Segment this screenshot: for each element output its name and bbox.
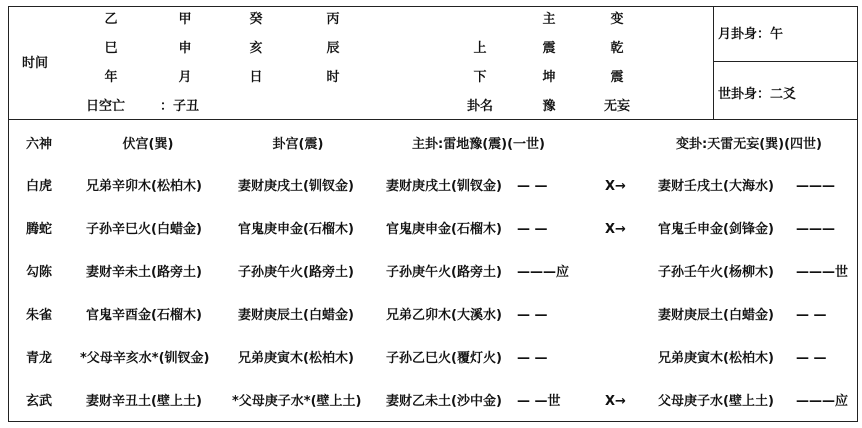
row-changed: 子孙壬午火(杨柳木) xyxy=(658,265,774,280)
row-palace: 子孙庚午火(路旁土) xyxy=(238,265,354,280)
row-main-line: — — xyxy=(517,222,548,237)
month-body: 月卦身：午 xyxy=(718,27,784,42)
col-hidden: 伏宫(巽) xyxy=(122,137,174,152)
row-changed-line: ———世 xyxy=(796,265,849,280)
row-changed: 妻财庚辰土(白蜡金) xyxy=(658,308,774,323)
row-main: 妻财乙未土(沙中金) xyxy=(386,394,502,409)
row-main: 子孙庚午火(路旁土) xyxy=(386,265,502,280)
row-palace: *父母庚子水*(壁上土) xyxy=(232,394,362,409)
row-palace: 妻财庚辰土(白蜡金) xyxy=(238,308,354,323)
col-changed: 变卦:天雷无妄(巽)(四世) xyxy=(676,137,822,152)
row-changed: 父母庚子水(壁上土) xyxy=(658,394,774,409)
col-spirit: 六神 xyxy=(26,137,53,152)
changed-upper-trigram: 乾 xyxy=(610,41,624,56)
trigram-label-upper: 上 xyxy=(473,41,487,56)
row-hidden: 妻财辛未土(路旁土) xyxy=(86,265,202,280)
row-spirit: 青龙 xyxy=(26,351,53,366)
row-spirit: 勾陈 xyxy=(26,265,53,280)
row-spirit: 朱雀 xyxy=(26,308,53,323)
row-spirit: 白虎 xyxy=(26,179,53,194)
row-changed-line: ———应 xyxy=(796,394,849,409)
row-palace: 妻财庚戌土(钏钗金) xyxy=(238,179,354,194)
month-label: 月 xyxy=(178,70,192,85)
row-changed: 兄弟庚寅木(松柏木) xyxy=(658,351,774,366)
row-main-line: — — xyxy=(517,179,548,194)
header-divider xyxy=(9,119,857,120)
row-palace: 兄弟庚寅木(松柏木) xyxy=(238,351,354,366)
year-stem: 乙 xyxy=(104,12,118,27)
year-label: 年 xyxy=(104,70,118,85)
main-trigram-header: 主 xyxy=(542,12,556,27)
day-stem: 癸 xyxy=(249,12,263,27)
row-main-line: ———应 xyxy=(517,265,570,280)
row-palace: 官鬼庚申金(石榴木) xyxy=(238,222,354,237)
month-branch: 申 xyxy=(178,41,192,56)
world-body: 世卦身：二爻 xyxy=(718,87,797,102)
month-stem: 甲 xyxy=(178,12,192,27)
row-hidden: 兄弟辛卯木(松柏木) xyxy=(86,179,202,194)
main-lower-trigram: 坤 xyxy=(542,70,556,85)
main-hexagram-name: 豫 xyxy=(542,99,556,114)
row-spirit: 玄武 xyxy=(26,394,53,409)
row-main: 兄弟乙卯木(大溪水) xyxy=(386,308,502,323)
row-hidden: 官鬼辛酉金(石榴木) xyxy=(86,308,202,323)
time-label: 时间 xyxy=(22,56,49,71)
row-hidden: 妻财辛丑土(壁上土) xyxy=(86,394,202,409)
hour-stem: 丙 xyxy=(326,12,340,27)
day-branch: 亥 xyxy=(249,41,263,56)
row-main: 妻财庚戌土(钏钗金) xyxy=(386,179,502,194)
day-label: 日 xyxy=(249,70,263,85)
year-branch: 巳 xyxy=(104,41,118,56)
row-changed: 官鬼壬申金(剑锋金) xyxy=(658,222,774,237)
row-changed-line: ——— xyxy=(796,179,835,194)
row-main: 官鬼庚申金(石榴木) xyxy=(386,222,502,237)
row-changed: 妻财壬戌土(大海水) xyxy=(658,179,774,194)
changed-trigram-header: 变 xyxy=(610,12,624,27)
row-changed-line: — — xyxy=(796,308,827,323)
trigram-label-lower: 下 xyxy=(473,70,487,85)
row-main-line: — —世 xyxy=(517,394,561,409)
col-palace: 卦宫(震) xyxy=(272,137,324,152)
row-move: X→ xyxy=(605,394,626,409)
void-value: ：子丑 xyxy=(160,99,200,114)
right-box-middle-divider xyxy=(713,61,857,62)
row-move: X→ xyxy=(605,179,626,194)
row-spirit: 腾蛇 xyxy=(26,222,53,237)
row-move: X→ xyxy=(605,222,626,237)
row-hidden: *父母辛亥水*(钏钗金) xyxy=(80,351,210,366)
hour-branch: 辰 xyxy=(326,41,340,56)
col-main: 主卦:雷地豫(震)(一世) xyxy=(412,137,545,152)
row-hidden: 子孙辛巳火(白蜡金) xyxy=(86,222,202,237)
trigram-label-name: 卦名 xyxy=(466,99,494,114)
row-changed-line: — — xyxy=(796,351,827,366)
row-main: 子孙乙巳火(覆灯火) xyxy=(386,351,502,366)
right-box-divider xyxy=(713,7,714,119)
row-changed-line: ——— xyxy=(796,222,835,237)
changed-hexagram-name: 无妄 xyxy=(603,99,631,114)
void-label: 日空亡 xyxy=(86,99,126,114)
main-upper-trigram: 震 xyxy=(542,41,556,56)
row-main-line: — — xyxy=(517,351,548,366)
changed-lower-trigram: 震 xyxy=(610,70,624,85)
row-main-line: — — xyxy=(517,308,548,323)
hour-label: 时 xyxy=(326,70,340,85)
